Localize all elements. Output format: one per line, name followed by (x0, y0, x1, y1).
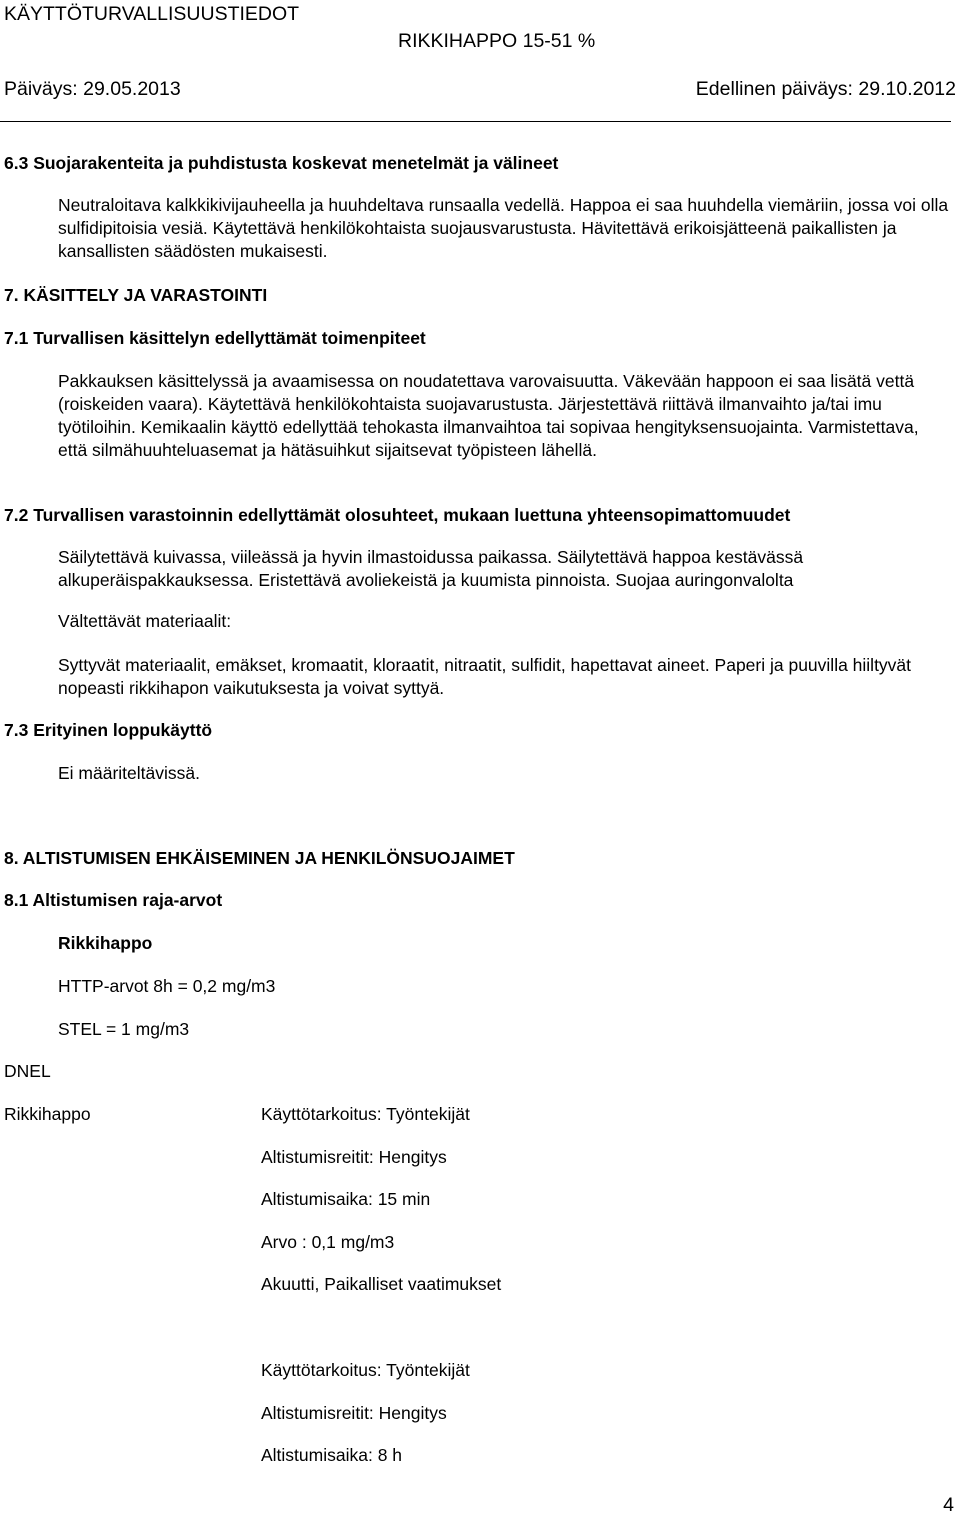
dnel-2-duration: Altistumisaika: 8 h (261, 1445, 403, 1465)
section-7-1-heading: 7.1 Turvallisen käsittelyn edellyttämät toimenpiteet (4, 328, 426, 348)
section-7-2-heading: 7.2 Turvallisen varastoinnin edellyttämät olosuhteet, mukaan luettuna yhteensopimattomuudet (4, 505, 791, 525)
dnel-1-purpose: Käyttötarkoitus: Työntekijät (261, 1104, 470, 1124)
section-7-1-text: Pakkauksen käsittelyssä ja avaamisessa on noudatettava varovaisuutta. Väkevään happoon ei saa lisätä vettä (roiskeiden vaara). Käytettävä henkilökohtaista suojavarustusta. Järjestettävä riittävä ilmanvaihto ja/tai imu työtiloihin. Kemikaalin käyttö edellyttää tehokasta ilmanvaihtoa tai sopivaa hengityksensuojainta. Varmistettava, että silmähuuhteluasemat ja hätäsuihkut sijaitsevat työpisteen lähellä. (58, 371, 919, 460)
stel-limit-value: STEL = 1 mg/m3 (58, 1019, 190, 1039)
avoid-materials-text: Syttyvät materiaalit, emäkset, kromaatit, kloraatit, nitraatit, sulfidit, hapettavat aineet. Paperi ja puuvilla hiiltyvät nopeasti rikkihapon vaikutuksesta ja voivat syttyä. (58, 655, 912, 698)
dnel-2-purpose: Käyttötarkoitus: Työntekijät (261, 1360, 470, 1380)
section-6-3-text: Neutraloitava kalkkikivijauheella ja huuhdeltava runsaalla vedellä. Happoa ei saa huuhdella viemäriin, jossa voi olla sulfidipitoisia vesiä. Käytettävä henkilökohtaista suojausvarustusta. Hävitettävä erikoisjätteenä paikallisten ja kansallisten säädösten mukaisesti. (58, 195, 949, 261)
section-8-1-heading: 8.1 Altistumisen raja-arvot (4, 890, 223, 910)
document-type-title: KÄYTTÖTURVALLISUUSTIEDOT (4, 3, 300, 25)
header-divider (0, 121, 951, 122)
dnel-1-route: Altistumisreitit: Hengitys (261, 1147, 447, 1167)
section-8-heading: 8. ALTISTUMISEN EHKÄISEMINEN JA HENKILÖNSUOJAIMET (4, 848, 515, 868)
avoid-materials-label: Vältettävät materiaalit: (58, 611, 232, 631)
section-7-2-storage-text: Säilytettävä kuivassa, viileässä ja hyvin ilmastoidussa paikassa. Säilytettävä happoa kestävässä alkuperäispakkauksessa. Eristettävä avoliekeistä ja kuumista pinnoista. Suojaa auringonvalolta (58, 547, 804, 590)
dnel-substance-name: Rikkihappo (4, 1104, 91, 1124)
document-date: Päiväys: 29.05.2013 (4, 78, 181, 100)
dnel-1-effect: Akuutti, Paikalliset vaatimukset (261, 1274, 502, 1294)
dnel-label: DNEL (4, 1061, 51, 1081)
http-limit-value: HTTP-arvot 8h = 0,2 mg/m3 (58, 976, 276, 996)
dnel-1-duration: Altistumisaika: 15 min (261, 1189, 431, 1209)
section-6-3-heading: 6.3 Suojarakenteita ja puhdistusta koskevat menetelmät ja välineet (4, 153, 559, 173)
product-name: RIKKIHAPPO 15-51 % (398, 30, 596, 52)
dnel-2-route: Altistumisreitit: Hengitys (261, 1403, 447, 1423)
dnel-1-value: Arvo : 0,1 mg/m3 (261, 1232, 395, 1252)
section-7-3-heading: 7.3 Erityinen loppukäyttö (4, 720, 213, 740)
page-number: 4 (943, 1494, 954, 1516)
previous-date: Edellinen päiväys: 29.10.2012 (695, 78, 956, 100)
section-7-heading: 7. KÄSITTELY JA VARASTOINTI (4, 285, 268, 305)
exposure-substance-name: Rikkihappo (58, 933, 153, 953)
section-7-3-text: Ei määriteltävissä. (58, 763, 200, 783)
